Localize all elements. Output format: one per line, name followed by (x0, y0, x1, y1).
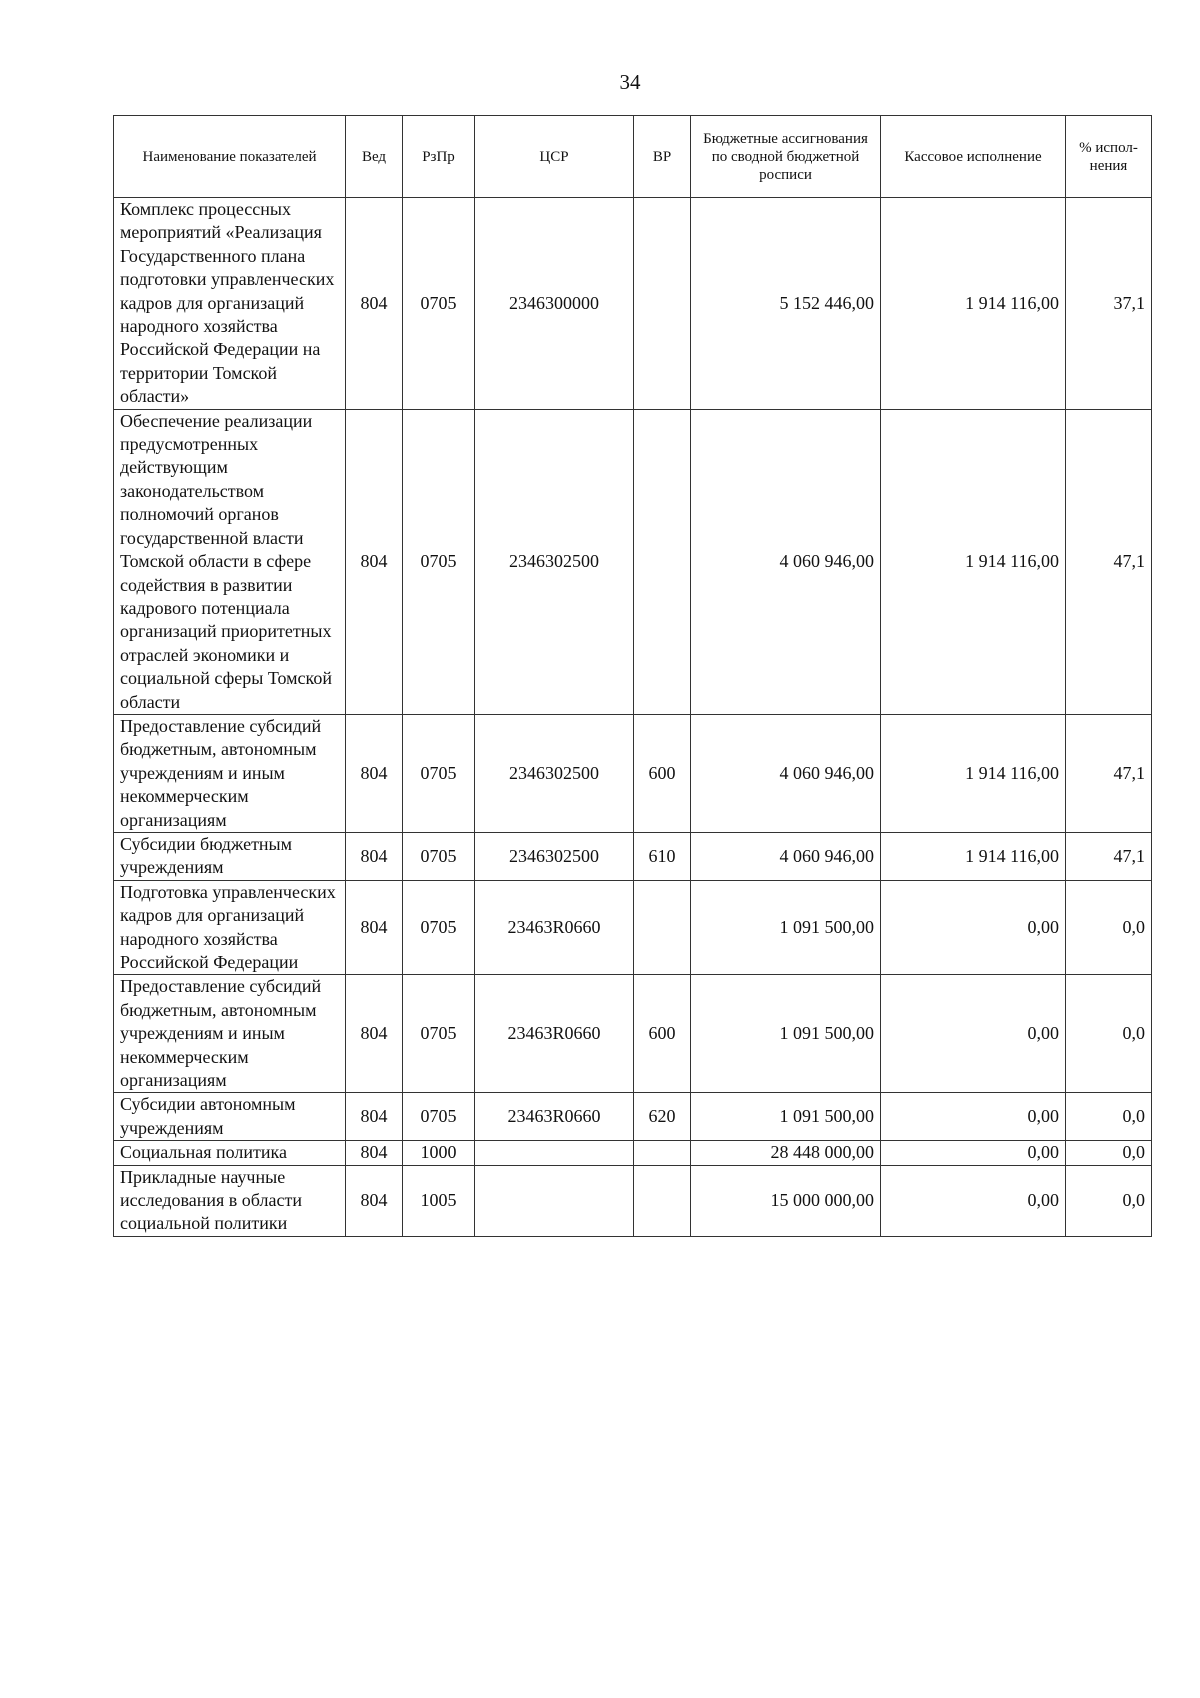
row-pct: 37,1 (1066, 198, 1152, 410)
row-budget: 15 000 000,00 (691, 1165, 881, 1236)
row-cash: 1 914 116,00 (881, 409, 1066, 714)
row-name: Подготовка управленческих кадров для организаций народного хозяйства Российской Федерации (114, 880, 346, 975)
row-budget: 1 091 500,00 (691, 880, 881, 975)
row-rzpr: 0705 (403, 409, 475, 714)
table-header-row (114, 116, 1152, 198)
row-vr (634, 880, 691, 975)
row-vr: 600 (634, 714, 691, 832)
table-row (114, 880, 1152, 975)
row-vr (634, 1165, 691, 1236)
row-name: Субсидии бюджетным учреждениям (114, 832, 346, 880)
row-cash: 0,00 (881, 975, 1066, 1093)
row-csr (475, 1165, 634, 1236)
row-cash: 0,00 (881, 880, 1066, 975)
row-cash: 0,00 (881, 1093, 1066, 1141)
row-csr (475, 1141, 634, 1165)
row-ved: 804 (346, 975, 403, 1093)
row-vr (634, 409, 691, 714)
row-csr: 23463R0660 (475, 975, 634, 1093)
header-budget: Бюджетные ассигнования по сводной бюджетной росписи (691, 116, 881, 198)
row-ved: 804 (346, 832, 403, 880)
row-ved: 804 (346, 1165, 403, 1236)
row-budget: 4 060 946,00 (691, 409, 881, 714)
row-budget: 4 060 946,00 (691, 832, 881, 880)
row-pct: 0,0 (1066, 975, 1152, 1093)
page-number: 34 (619, 70, 641, 94)
row-name: Предоставление субсидий бюджетным, автономным учреждениям и иным некоммерческим организациям (114, 975, 346, 1093)
header-ved: Вед (346, 116, 403, 198)
row-cash: 1 914 116,00 (881, 714, 1066, 832)
row-ved: 804 (346, 1093, 403, 1141)
row-csr: 2346302500 (475, 714, 634, 832)
row-budget: 5 152 446,00 (691, 198, 881, 410)
row-name: Социальная политика (114, 1141, 346, 1165)
row-ved: 804 (346, 714, 403, 832)
table-row (114, 1165, 1152, 1236)
table-row (114, 975, 1152, 1093)
header-vr: ВР (634, 116, 691, 198)
row-budget: 4 060 946,00 (691, 714, 881, 832)
row-vr: 610 (634, 832, 691, 880)
row-rzpr: 1005 (403, 1165, 475, 1236)
row-vr: 620 (634, 1093, 691, 1141)
row-cash: 0,00 (881, 1141, 1066, 1165)
table-row (114, 832, 1152, 880)
row-cash: 1 914 116,00 (881, 832, 1066, 880)
row-ved: 804 (346, 409, 403, 714)
table-row (114, 1141, 1152, 1165)
table-row (114, 1093, 1152, 1141)
row-pct: 0,0 (1066, 1165, 1152, 1236)
header-pct: % испол-нения (1066, 116, 1152, 198)
table-row (114, 409, 1152, 714)
row-cash: 0,00 (881, 1165, 1066, 1236)
row-vr (634, 198, 691, 410)
row-rzpr: 1000 (403, 1141, 475, 1165)
budget-execution-table (113, 115, 1152, 1237)
table-row (114, 198, 1152, 410)
table-row (114, 714, 1152, 832)
row-pct: 47,1 (1066, 714, 1152, 832)
row-budget: 1 091 500,00 (691, 1093, 881, 1141)
row-pct: 47,1 (1066, 832, 1152, 880)
row-csr: 2346302500 (475, 409, 634, 714)
row-pct: 47,1 (1066, 409, 1152, 714)
row-name: Прикладные научные исследования в области социальной политики (114, 1165, 346, 1236)
row-rzpr: 0705 (403, 880, 475, 975)
row-vr: 600 (634, 975, 691, 1093)
row-rzpr: 0705 (403, 714, 475, 832)
row-csr: 2346300000 (475, 198, 634, 410)
row-pct: 0,0 (1066, 880, 1152, 975)
row-csr: 2346302500 (475, 832, 634, 880)
row-budget: 1 091 500,00 (691, 975, 881, 1093)
row-budget: 28 448 000,00 (691, 1141, 881, 1165)
row-name: Обеспечение реализации предусмотренных действующим законодательством полномочий органов государственной власти Томской области в сфере содействия в развитии кадрового потенциала организаций приоритетных отраслей экономики и социальной сферы Томской области (114, 409, 346, 714)
row-rzpr: 0705 (403, 832, 475, 880)
row-name: Субсидии автономным учреждениям (114, 1093, 346, 1141)
header-name: Наименование показателей (114, 116, 346, 198)
row-ved: 804 (346, 880, 403, 975)
row-name: Комплекс процессных мероприятий «Реализация Государственного плана подготовки управленческих кадров для организаций народного хозяйства Российской Федерации на территории Томской области» (114, 198, 346, 410)
row-rzpr: 0705 (403, 198, 475, 410)
row-pct: 0,0 (1066, 1141, 1152, 1165)
row-name: Предоставление субсидий бюджетным, автономным учреждениям и иным некоммерческим организациям (114, 714, 346, 832)
row-rzpr: 0705 (403, 1093, 475, 1141)
header-rzpr: РзПр (403, 116, 475, 198)
row-pct: 0,0 (1066, 1093, 1152, 1141)
header-csr: ЦСР (475, 116, 634, 198)
row-ved: 804 (346, 1141, 403, 1165)
row-csr: 23463R0660 (475, 880, 634, 975)
row-rzpr: 0705 (403, 975, 475, 1093)
row-csr: 23463R0660 (475, 1093, 634, 1141)
row-vr (634, 1141, 691, 1165)
row-ved: 804 (346, 198, 403, 410)
row-cash: 1 914 116,00 (881, 198, 1066, 410)
header-cash: Кассовое исполнение (881, 116, 1066, 198)
